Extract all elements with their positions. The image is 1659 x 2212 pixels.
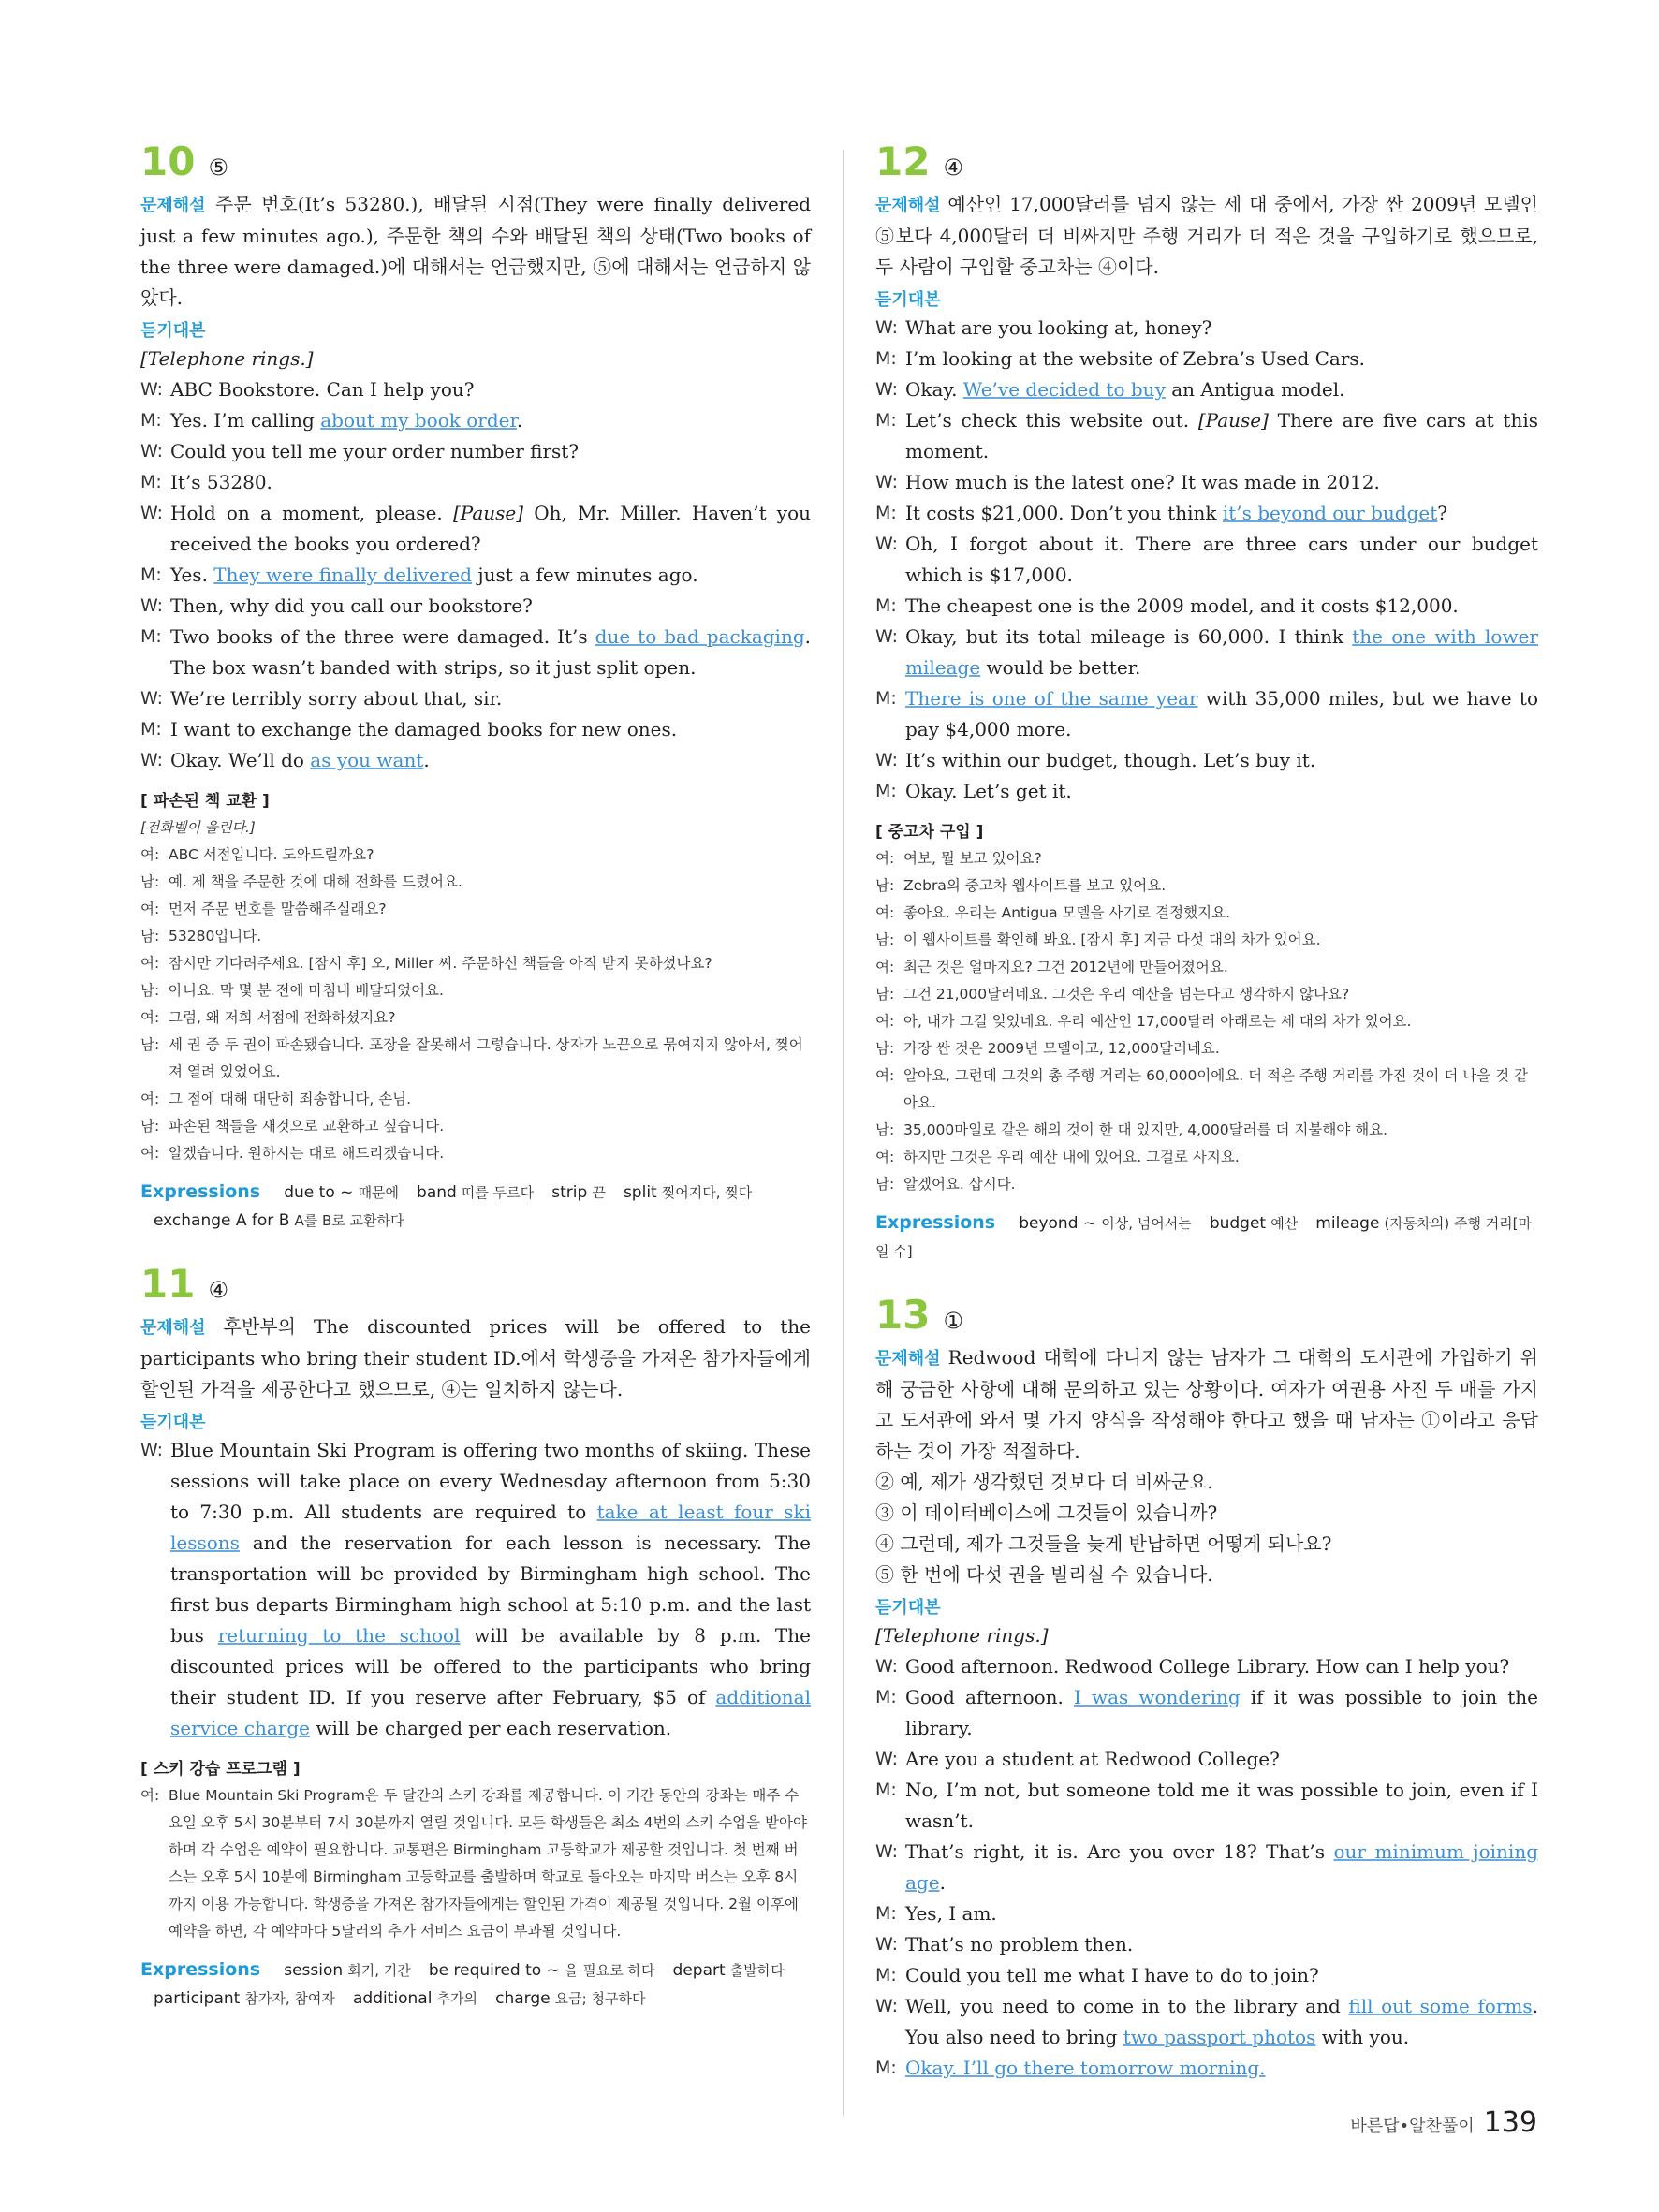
speaker: 여: [140,1009,160,1026]
dialogue-line [875,529,1538,591]
expression-gloss: 추가의 [436,1990,477,2007]
answer-mark: ⑤ [208,154,228,181]
translation-line [875,1171,1538,1198]
line-text: 53280입니다. [169,928,262,945]
expression-gloss: (자동차의) 주행 거리[마일 수] [875,1215,1533,1260]
dialogue-line [140,622,811,683]
line-text: Good afternoon. Redwood College Library. How can I help you? [905,1655,1510,1677]
speaker: W: [875,1841,899,1862]
line-text: Hold on a moment, please. [170,502,453,524]
dialogue-line [875,344,1538,374]
speaker: 남: [140,982,160,999]
dialogue-line [875,1929,1538,1960]
question-number: 11 [140,1261,196,1307]
script-label: 듣기대본 [140,1413,206,1432]
pause-direction: [Pause] [1197,409,1269,432]
line-text: Oh, Mr. Miller. Haven’t you received the books you ordered? [170,502,812,555]
dialogue-line [140,683,811,714]
translation-line [140,1113,811,1140]
question-header [140,140,811,183]
line-text: an Antigua model. [1165,378,1345,401]
dialogue [140,374,811,776]
line-text: 좋아요. 우리는 Antigua 모델을 사기로 결정했지요. [903,904,1231,921]
stage-direction: [Telephone rings.] [140,347,314,370]
line-text: . [423,749,430,771]
translation-line [875,845,1538,872]
script-label: 듣기대본 [140,321,206,341]
expressions-label: Expressions [875,1212,996,1233]
speaker: 여: [875,850,895,867]
dialogue-line [875,1837,1538,1898]
fill-blank: fill out some forms [1348,1995,1533,2017]
expression-gloss: A를 B로 교환하다 [294,1212,404,1229]
explanation-label: 문제해설 [140,1318,206,1338]
speaker: W: [875,1934,899,1955]
speaker: 남: [140,1118,160,1135]
explanation-text: 예산인 17,000달러를 넘지 않는 세 대 중에서, 가장 싼 2009년 모델인 ⑤보다 4,000달러 더 비싸지만 주행 거리가 더 적은 것을 구입하기로 했으므로, 두 사람이 구입할 중고차는 ④이다. [875,193,1539,278]
line-text: 아, 내가 그걸 잊었네요. 우리 예산인 17,000달러 아래로는 세 대의 차가 있어요. [903,1013,1412,1030]
dialogue-line [875,776,1538,807]
translation-line [140,1004,811,1032]
translation-line [875,1117,1538,1144]
translation-heading: [ 파손된 책 교환 ] [140,792,270,811]
line-text: Okay. Let’s get it. [905,780,1072,802]
line-text: 알겠습니다. 원하시는 대로 해드리겠습니다. [169,1145,445,1162]
option-item: ⑤ 한 번에 다섯 권을 빌리실 수 있습니다. [875,1563,1213,1586]
expression-term: participant [154,1989,241,2008]
speaker: W: [140,379,164,400]
expression-term: mileage [1315,1214,1380,1233]
line-text: Could you tell me what I have to do to join? [905,1964,1319,1986]
line-text: 잠시만 기다려주세요. [잠시 후] 오, Miller 씨. 주문하신 책들을 아직 받지 못하셨나요? [169,955,712,972]
line-text: The cheapest one is the 2009 model, and it costs $12,000. [905,594,1459,617]
speaker: 여: [875,1067,895,1084]
dialogue [875,313,1538,807]
translation [875,845,1538,1198]
translation-line [875,900,1538,927]
translation-line [875,1035,1538,1062]
line-text: 알겠어요. 삽시다. [903,1176,1016,1193]
explanation-label: 문제해설 [875,1349,941,1369]
speaker: 남: [875,1176,895,1193]
speaker: M: [875,781,897,801]
translation [140,1782,811,1945]
expression-term: session [284,1961,344,1980]
fill-blank: take at least four ski lessons [170,1501,811,1554]
book-title: 바른답•알찬풀이 [1350,2117,1475,2136]
translation-line [140,923,811,950]
expression-gloss: 회기, 기간 [347,1962,411,1979]
translation-line [140,977,811,1004]
translation-line [140,896,811,923]
line-text: That’s right, it is. Are you over 18? That’s [905,1840,1334,1863]
line-text: That’s no problem then. [905,1933,1134,1956]
speaker: 남: [875,986,895,1003]
line-text: 예. 제 책을 주문한 것에 대해 전화를 드렸어요. [169,873,462,890]
speaker: W: [875,626,899,647]
speaker: W: [875,472,899,492]
line-text: Okay. We’ll do [170,749,311,771]
speaker: 여: [140,955,160,972]
line-text: and the reservation for each lesson is necessary. The transportation will be provided by Birmingham high school. The first bus departs Birmingham high school at 5:10 p.m. and the last bus [170,1531,811,1647]
line-text: ? [1437,502,1448,524]
expression-term: charge [495,1989,551,2008]
speaker: 여: [875,959,895,975]
expression-gloss: 참가자, 참여자 [244,1990,335,2007]
line-text: ABC Bookstore. Can I help you? [170,378,475,401]
expression-gloss: 찢어지다, 찢다 [661,1184,753,1201]
speaker: M: [140,719,162,740]
dialogue [140,1435,811,1744]
line-text: 하지만 그것은 우리 예산 내에 있어요. 그걸로 사지요. [903,1149,1240,1165]
stage-direction: [Telephone rings.] [875,1624,1049,1647]
speaker: M: [140,472,162,492]
speaker: 여: [140,846,160,863]
expressions [140,1956,811,2013]
question-number: 13 [875,1292,931,1338]
expressions [875,1209,1538,1266]
expressions-label: Expressions [140,1181,261,1202]
line-text: Okay. [905,378,963,401]
speaker: M: [140,626,162,647]
speaker: M: [875,1687,897,1707]
dialogue-line [875,1960,1538,1991]
explanation [140,1311,811,1405]
speaker: W: [140,688,164,709]
expression-gloss: 띠를 두르다 [461,1184,535,1201]
dialogue-line [875,2053,1538,2084]
expression-gloss: 예산 [1270,1215,1299,1232]
dialogue-line [140,374,811,405]
question-header [875,140,1538,183]
speaker: 여: [875,904,895,921]
explanation [875,189,1538,283]
dialogue-line [140,1435,811,1744]
speaker: M: [875,410,897,431]
question-10 [140,140,811,1235]
translation-heading: [ 중고차 구입 ] [875,823,984,842]
line-text: Yes. [170,564,214,586]
script-label: 듣기대본 [875,290,941,310]
dialogue-line [875,683,1538,745]
fill-blank: additional service charge [170,1686,811,1739]
fill-blank: They were finally delivered [213,564,473,586]
speaker: W: [875,750,899,770]
translation-stage: [전화벨이 울린다.] [140,819,256,836]
speaker: M: [140,564,162,585]
translation-line [875,872,1538,900]
line-text: . [516,409,523,432]
dialogue-line [875,1991,1538,2053]
speaker: 남: [875,931,895,948]
expression-term: be required to ~ [428,1961,560,1980]
speaker: W: [875,379,899,400]
speaker: W: [875,1656,899,1677]
translation-line [140,1086,811,1113]
expression-term: due to ~ [284,1183,354,1202]
speaker: 남: [875,1121,895,1138]
line-text: Two books of the three were damaged. It’s [170,625,595,648]
line-text: 그 점에 대해 대단히 죄송합니다, 손님. [169,1091,412,1107]
pause-direction: [Pause] [452,502,524,524]
translation-line [875,927,1538,954]
question-11 [140,1263,811,2013]
expressions [140,1179,811,1235]
fill-blank: I was wondering [1074,1686,1241,1708]
question-12 [875,140,1538,1266]
line-text: I want to exchange the damaged books for new ones. [170,718,678,740]
line-text: 파손된 책들을 새것으로 교환하고 싶습니다. [169,1118,445,1135]
speaker: M: [875,688,897,709]
dialogue-line [140,436,811,467]
speaker: 여: [140,901,160,917]
line-text: It’s 53280. [170,471,272,493]
line-text: Let’s check this website out. [905,409,1198,432]
line-text: Then, why did you call our bookstore? [170,594,533,617]
dialogue-line [875,1775,1538,1837]
line-text: 35,000마일로 같은 해의 것이 한 대 있지만, 4,000달러를 더 지불해야 해요. [903,1121,1388,1138]
speaker: 여: [140,1145,160,1162]
speaker: 여: [140,1091,160,1107]
question-13 [875,1294,1538,2084]
speaker: 남: [140,928,160,945]
speaker: 남: [140,873,160,890]
translation-heading: [ 스키 강습 프로그램 ] [140,1760,301,1779]
speaker: W: [140,750,164,770]
line-text: would be better. [980,656,1141,679]
expression-gloss: 이상, 넘어서는 [1101,1215,1192,1232]
line-text: 최근 것은 얼마지요? 그건 2012년에 만들어졌어요. [903,959,1228,975]
translation-line [140,869,811,896]
speaker: M: [875,348,897,369]
speaker: W: [875,317,899,338]
line-text: Blue Mountain Ski Program is offering two months of skiing. These sessions will take place on every Wednesday afternoon from 5:30 to 7:30 p.m. All students are required to [170,1439,811,1523]
expression-gloss: 출발하다 [729,1962,785,1979]
line-text: There are five cars at this moment. [905,409,1538,462]
speaker: W: [140,503,164,523]
answer-mark: ① [943,1308,963,1334]
dialogue-line [140,714,811,745]
speaker: W: [140,441,164,461]
line-text: We’re terribly sorry about that, sir. [170,687,503,710]
expression-term: budget [1209,1214,1267,1233]
column-divider [843,150,844,2116]
expression-gloss: 때문에 [358,1184,399,1201]
option-item: ④ 그런데, 제가 그것들을 늦게 반납하면 어떻게 되나요? [875,1532,1332,1555]
speaker: 남: [140,1036,160,1053]
fill-blank: returning to the school [217,1624,461,1647]
line-text: ABC 서점입니다. 도와드릴까요? [169,846,374,863]
expression-term: beyond ~ [1019,1214,1097,1233]
speaker: M: [875,595,897,616]
line-text: 그럼, 왜 저희 서점에 전화하셨지요? [169,1009,396,1026]
expression-term: strip [551,1183,588,1202]
speaker: W: [140,595,164,616]
line-text: Could you tell me your order number first? [170,440,580,462]
line-text: Good afternoon. [905,1686,1074,1708]
line-text: 먼저 주문 번호를 말씀해주실래요? [169,901,387,917]
option-item: ② 예, 제가 생각했던 것보다 더 비싸군요. [875,1471,1213,1493]
speaker: M: [875,2058,897,2078]
line-text: with you. [1315,2026,1410,2048]
speaker: W: [140,1440,164,1460]
answer-mark: ④ [208,1277,228,1303]
line-text: Yes. I’m calling [170,409,321,432]
speaker: 여: [140,1787,160,1804]
fill-blank: due to bad packaging [595,625,805,648]
dialogue [875,1651,1538,2084]
fill-blank: as you want [310,749,424,771]
line-text: with 35,000 miles, but we have to pay $4,000 more. [905,687,1539,740]
line-text: It costs $21,000. Don’t you think [905,502,1223,524]
line-text: will be available by 8 p.m. The discounted prices will be offered to the participants who bring their student ID. If you reserve after February, $5 of [170,1624,811,1708]
speaker: M: [875,1965,897,1985]
dialogue-line [875,591,1538,622]
line-text: Yes, I am. [905,1902,997,1925]
fill-blank: Okay. I’ll go there tomorrow morning. [905,2057,1266,2079]
line-text: Are you a student at Redwood College? [905,1748,1280,1770]
dialogue-line [875,498,1538,529]
dialogue-line [875,745,1538,776]
dialogue-line [875,467,1538,498]
explanation [140,189,811,314]
translation [140,842,811,1167]
line-text: No, I’m not, but someone told me it was possible to join, even if I wasn’t. [905,1779,1538,1832]
expression-gloss: 을 필요로 하다 [564,1962,655,1979]
translation-line [875,1062,1538,1117]
expression-term: split [623,1183,657,1202]
speaker: M: [875,1903,897,1924]
line-text: 이 웹사이트를 확인해 봐요. [잠시 후] 지금 다섯 대의 차가 있어요. [903,931,1321,948]
line-text: I’m looking at the website of Zebra’s Used Cars. [905,347,1366,370]
expressions-label: Expressions [140,1959,261,1980]
line-text: How much is the latest one? It was made in 2012. [905,471,1380,493]
line-text: will be charged per each reservation. [309,1717,672,1739]
line-text: Blue Mountain Ski Program은 두 달간의 스키 강좌를 제공합니다. 이 기간 동안의 강좌는 매주 수요일 오후 5시 30분부터 7시 30분까지 열릴 것입니다. 모든 학생들은 최소 4번의 스키 수업을 받아야 하며 각 수업은 예약이 필요합니다. 교통편은 Birmingham 고등학교가 제공할 것입니다. 첫 번째 버스는 오후 5시 10분에 Birmingham 고등학교를 출발하며 학교로 돌아오는 마지막 버스는 오후 8시까지 이용 가능합니다. 학생증을 가져온 참가자들에게는 할인된 가격이 제공될 것입니다. 2월 이후에 예약을 하면, 각 예약마다 5달러의 추가 서비스 요금이 부과될 것입니다. [169,1787,807,1940]
line-text: Zebra의 중고차 웹사이트를 보고 있어요. [903,877,1167,894]
translation-line [875,1008,1538,1035]
line-text: 알아요, 그런데 그것의 총 주행 거리는 60,000이에요. 더 적은 주행 거리를 가진 것이 더 나을 것 같아요. [903,1067,1528,1111]
dialogue-line [875,1898,1538,1929]
fill-blank: it’s beyond our budget [1222,502,1438,524]
speaker: 남: [875,1040,895,1057]
dialogue-line [875,1744,1538,1775]
dialogue-line [875,405,1538,467]
expression-term: additional [352,1989,433,2008]
line-text: just a few minutes ago. [472,564,698,586]
translation-line [140,1032,811,1086]
fill-blank: We’ve decided to buy [962,378,1166,401]
speaker: M: [875,503,897,523]
fill-blank: about my book order [320,409,517,432]
fill-blank: There is one of the same year [905,687,1198,710]
translation-line [875,981,1538,1008]
explanation [875,1342,1538,1467]
right-column [875,140,1538,2112]
speaker: 남: [875,877,895,894]
explanation-label: 문제해설 [875,196,941,215]
line-text: 여보, 뭘 보고 있어요? [903,850,1042,867]
line-text: . [939,1871,946,1894]
explanation-text: 주문 번호(It’s 53280.), 배달된 시점(They were finally delivered just a few minutes ago.), 주문한 책의 수와 배달된 책의 상태(Two books of the three were damaged.)에 대해서는 언급했지만, ⑤에 대해서는 언급하지 않았다. [140,193,811,309]
line-text: Well, you need to come in to the library and [905,1995,1349,2017]
question-number: 12 [875,139,931,184]
translation-line [140,842,811,869]
translation-line [140,950,811,977]
explanation-text: 후반부의 The discounted prices will be offered to the participants who bring their student ID.에서 학생증을 가져온 참가자들에게 할인된 가격을 제공한다고 했으므로, ④는 일치하지 않는다. [140,1315,811,1400]
answer-mark: ④ [943,154,963,181]
translation-line [875,954,1538,981]
page-number: 139 [1483,2106,1537,2139]
expression-gloss: 요금; 청구하다 [554,1990,646,2007]
question-header [875,1294,1538,1337]
line-text: 아니요. 막 몇 분 전에 마침내 배달되었어요. [169,982,444,999]
translation-line [875,1144,1538,1171]
dialogue-line [140,560,811,591]
dialogue-line [875,1682,1538,1744]
fill-blank: two passport photos [1123,2026,1316,2048]
line-text: 가장 싼 것은 2009년 모델이고, 12,000달러네요. [903,1040,1220,1057]
dialogue-line [140,591,811,622]
dialogue-line [875,374,1538,405]
line-text: . You also need to bring [905,1995,1538,2048]
speaker: W: [875,534,899,554]
question-header [140,1263,811,1306]
expression-gloss: 끈 [592,1184,606,1201]
dialogue-line [140,745,811,776]
explanation-text: Redwood 대학에 다니지 않는 남자가 그 대학의 도서관에 가입하기 위해 궁금한 사항에 대해 문의하고 있는 상황이다. 여자가 여권용 사진 두 매를 가지고 도서관에 와서 몇 가지 양식을 작성해야 한다고 했을 때 남자는 ①이라고 응답하는 것이 가장 적절하다. [875,1346,1538,1462]
line-text: . The box wasn’t banded with strips, so it just split open. [170,625,811,679]
speaker: 여: [875,1013,895,1030]
line-text: 그건 21,000달러네요. 그것은 우리 예산을 넘는다고 생각하지 않나요? [903,986,1350,1003]
speaker: M: [875,1780,897,1800]
speaker: 여: [875,1149,895,1165]
line-text: 세 권 중 두 권이 파손됐습니다. 포장을 잘못해서 그렇습니다. 상자가 노끈으로 묶여지지 않아서, 찢어져 열려 있었어요. [169,1036,803,1080]
fill-blank: the one with lower mileage [905,625,1538,679]
dialogue-line [140,498,811,560]
speaker: W: [875,1749,899,1769]
line-text: What are you looking at, honey? [905,316,1212,339]
line-text: if it was possible to join the library. [905,1686,1538,1739]
dialogue-line [875,1651,1538,1682]
fill-blank: our minimum joining age [905,1840,1538,1894]
dialogue-line [875,313,1538,344]
page-footer [1350,2106,1537,2139]
expression-term: exchange A for B [154,1211,290,1230]
translation-line [140,1782,811,1945]
question-number: 10 [140,139,196,184]
line-text: Okay, but its total mileage is 60,000. I think [905,625,1353,648]
expression-term: band [417,1183,457,1202]
speaker: M: [140,410,162,431]
translation-line [140,1140,811,1167]
dialogue-line [140,405,811,436]
speaker: W: [875,1996,899,2016]
dialogue-line [875,622,1538,683]
line-text: It’s within our budget, though. Let’s buy it. [905,749,1316,771]
line-text: Oh, I forgot about it. There are three cars under our budget which is $17,000. [905,533,1538,586]
option-item: ③ 이 데이터베이스에 그것들이 있습니까? [875,1502,1218,1524]
script-label: 듣기대본 [875,1598,941,1618]
explanation-label: 문제해설 [140,196,206,215]
expression-term: depart [672,1961,726,1980]
dialogue-line [140,467,811,498]
left-column [140,140,811,2041]
